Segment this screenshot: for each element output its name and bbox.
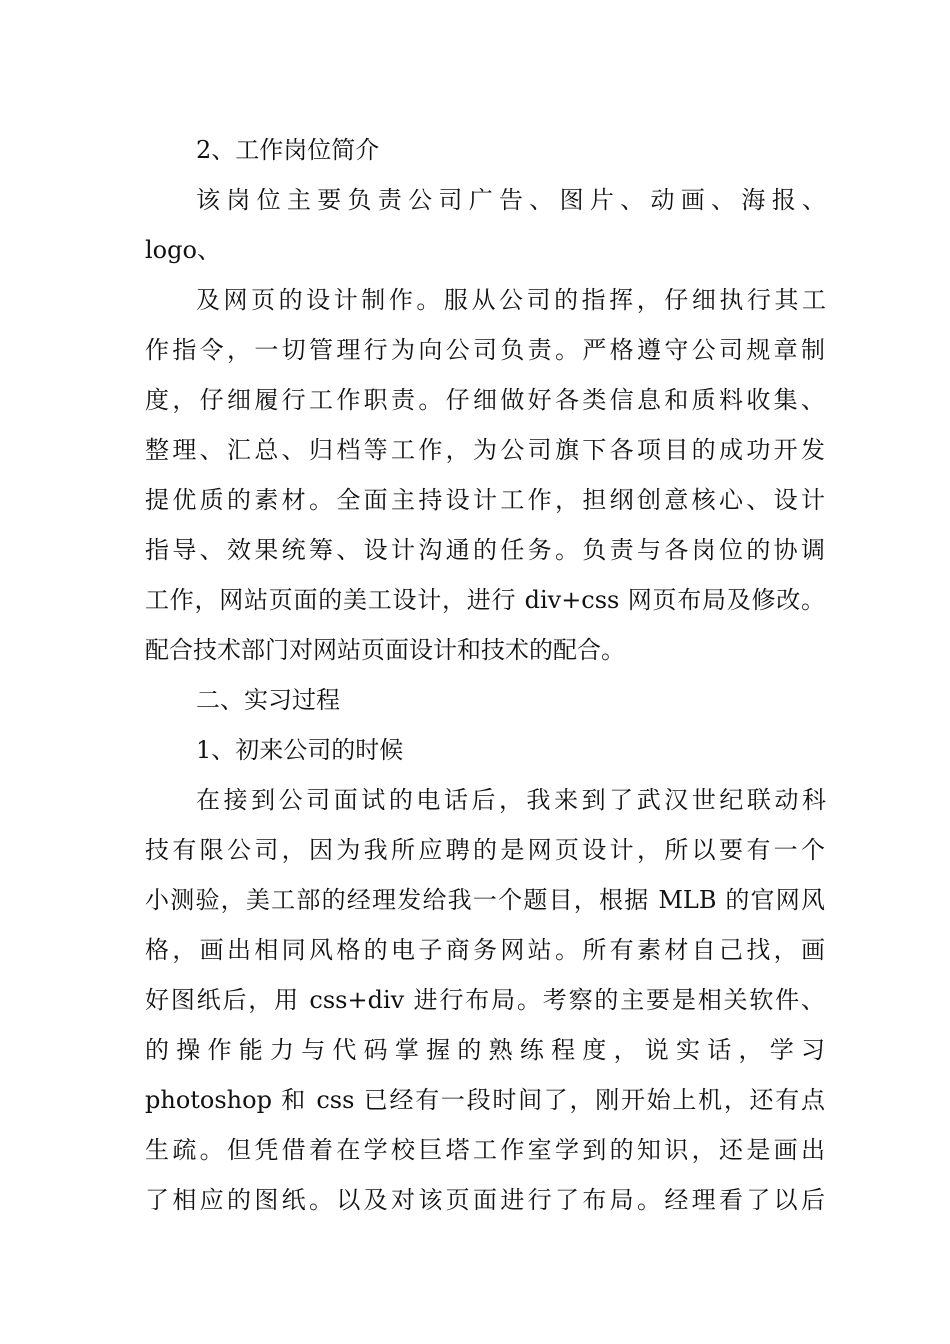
- section-heading-job-intro: 2、工作岗位简介: [196, 136, 380, 164]
- paragraph-line: 格，画出相同风格的电子商务网站。所有素材自己找，画: [145, 936, 825, 964]
- paragraph-line: 作指令，一切管理行为向公司负责。严格遵守公司规章制: [145, 336, 825, 364]
- paragraph-line: 工作，网站页面的美工设计，进行 div+css 网页布局及修改。: [145, 586, 825, 614]
- paragraph-line: 在接到公司面试的电话后，我来到了武汉世纪联动科: [196, 786, 826, 814]
- paragraph-line: 了相应的图纸。以及对该页面进行了布局。经理看了以后: [145, 1186, 825, 1214]
- paragraph-line: 好图纸后，用 css+div 进行布局。考察的主要是相关软件、: [145, 986, 825, 1014]
- paragraph-line: logo、: [145, 236, 221, 264]
- paragraph-line: 小测验，美工部的经理发给我一个题目，根据 MLB 的官网风: [145, 886, 825, 914]
- section-heading-internship-process: 二、实习过程: [196, 686, 340, 714]
- paragraph-line: 该岗位主要负责公司广告、图片、动画、海报、: [196, 186, 826, 214]
- paragraph-line: 及网页的设计制作。服从公司的指挥，仔细执行其工: [196, 286, 826, 314]
- paragraph-line: 指导、效果统筹、设计沟通的任务。负责与各岗位的协调: [145, 536, 825, 564]
- paragraph-line: 技有限公司，因为我所应聘的是网页设计，所以要有一个: [145, 836, 825, 864]
- paragraph-line: 生疏。但凭借着在学校巨塔工作室学到的知识，还是画出: [145, 1136, 825, 1164]
- subsection-heading-first-days: 1、初来公司的时候: [196, 736, 404, 764]
- paragraph-line: 度，仔细履行工作职责。仔细做好各类信息和质料收集、: [145, 386, 825, 414]
- paragraph-line: photoshop 和 css 已经有一段时间了，刚开始上机，还有点: [145, 1086, 825, 1114]
- paragraph-line: 配合技术部门对网站页面设计和技术的配合。: [145, 636, 625, 664]
- paragraph-line: 整理、汇总、归档等工作，为公司旗下各项目的成功开发: [145, 436, 825, 464]
- paragraph-line: 提优质的素材。全面主持设计工作，担纲创意核心、设计: [145, 486, 825, 514]
- paragraph-line: 的操作能力与代码掌握的熟练程度，说实话，学习: [145, 1036, 825, 1064]
